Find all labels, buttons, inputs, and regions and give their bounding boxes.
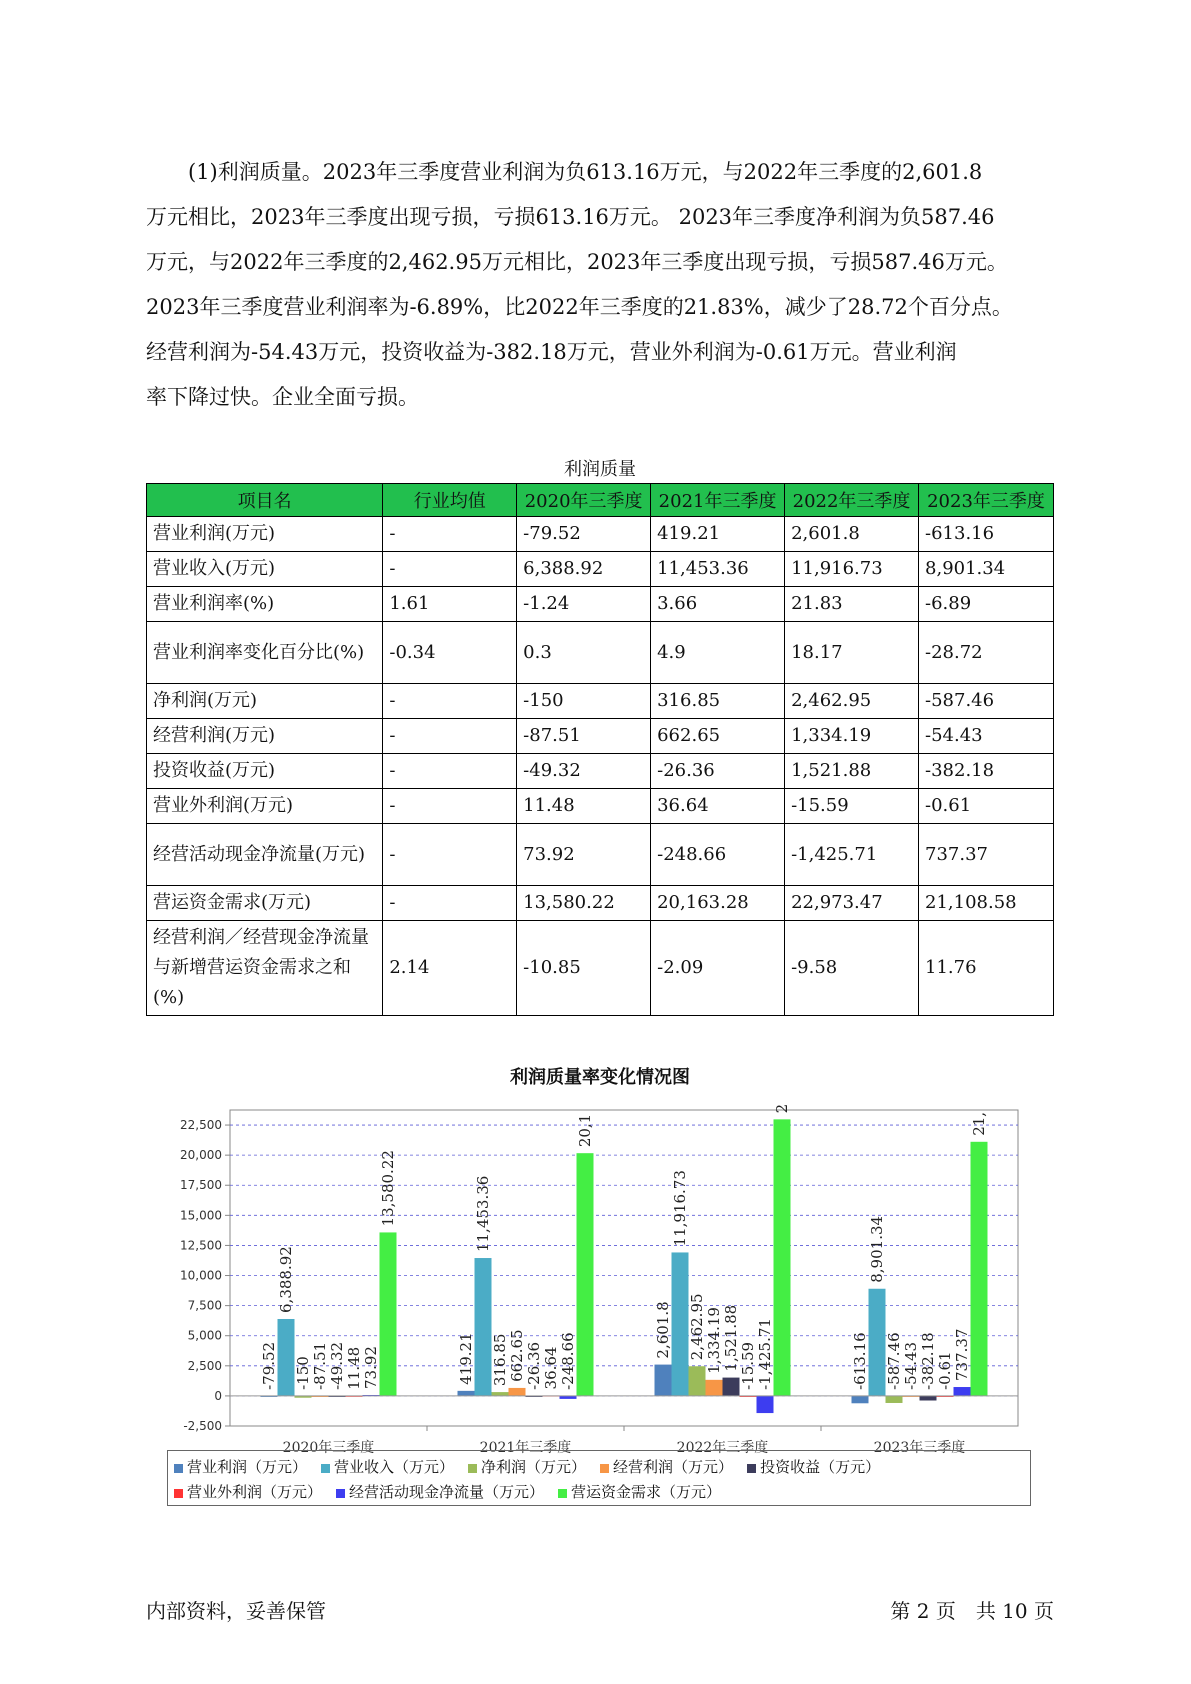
x-category-label: 2020年三季度	[282, 1440, 375, 1456]
value-cell: -0.34	[383, 622, 517, 684]
bar	[509, 1388, 526, 1396]
legend-swatch	[336, 1489, 345, 1498]
y-tick-label: 5,000	[187, 1328, 222, 1343]
paragraph-line: 率下降过快。企业全面亏损。	[146, 385, 419, 409]
bar	[278, 1319, 295, 1396]
value-cell: 21,108.58	[919, 886, 1054, 921]
data-label: 1,521.88	[722, 1304, 740, 1372]
value-cell: -10.85	[517, 921, 651, 1016]
value-cell: -	[383, 517, 517, 552]
row-label-cell: 营业利润率(%)	[147, 587, 383, 622]
paragraph-line: 经营利润为-54.43万元，投资收益为-382.18万元，营业外利润为-0.61万元。营业利润	[146, 340, 957, 364]
legend-item	[321, 1456, 454, 1477]
value-cell: 8,901.34	[919, 552, 1054, 587]
paragraph-line: 万元，与2022年三季度的2,462.95万元相比，2023年三季度出现亏损，亏损587.46万元。	[146, 250, 1008, 274]
data-label: 419.21	[457, 1332, 475, 1385]
legend-swatch	[174, 1489, 183, 1498]
data-label: 2,462.95	[688, 1293, 706, 1361]
value-cell: -49.32	[517, 754, 651, 789]
value-cell: -28.72	[919, 622, 1054, 684]
data-label: -1,425.71	[756, 1318, 774, 1390]
value-cell: -	[383, 719, 517, 754]
bar	[492, 1392, 509, 1396]
value-cell: 2,462.95	[785, 684, 919, 719]
data-label: 2	[773, 1103, 791, 1114]
bar	[577, 1153, 594, 1396]
bar	[380, 1232, 397, 1395]
legend-swatch	[468, 1464, 477, 1473]
data-label: 737.37	[953, 1328, 971, 1382]
legend-swatch	[558, 1489, 567, 1498]
data-label: 36.64	[542, 1346, 560, 1390]
data-label: -0.61	[936, 1351, 954, 1390]
value-cell: -	[383, 552, 517, 587]
bar	[774, 1119, 791, 1396]
x-category-label: 2021年三季度	[479, 1440, 572, 1456]
header-cell: 项目名	[147, 484, 383, 517]
legend-swatch	[321, 1464, 330, 1473]
bar	[723, 1378, 740, 1396]
chart-legend	[167, 1450, 1031, 1506]
paragraph-line: (1)利润质量。2023年三季度营业利润为负613.16万元，与2022年三季度的2,601.8	[146, 160, 983, 184]
value-cell: 11,916.73	[785, 552, 919, 587]
bar	[886, 1396, 903, 1403]
value-cell: 36.64	[651, 789, 785, 824]
bar	[852, 1396, 869, 1403]
value-cell: 20,163.28	[651, 886, 785, 921]
data-label: 20,1	[576, 1113, 594, 1148]
value-cell: 11,453.36	[651, 552, 785, 587]
y-tick-label: 20,000	[180, 1148, 222, 1163]
bar	[458, 1391, 475, 1396]
value-cell: -1.24	[517, 587, 651, 622]
legend-item	[174, 1481, 322, 1502]
legend-row	[174, 1481, 735, 1502]
value-cell: -87.51	[517, 719, 651, 754]
data-label: 8,901.34	[868, 1215, 886, 1283]
value-cell: 0.3	[517, 622, 651, 684]
header-cell: 行业均值	[383, 484, 517, 517]
value-cell: 6,388.92	[517, 552, 651, 587]
data-label: 13,580.22	[379, 1150, 397, 1227]
bar	[689, 1366, 706, 1396]
data-label: -248.66	[559, 1332, 577, 1390]
value-cell: -6.89	[919, 587, 1054, 622]
value-cell: -587.46	[919, 684, 1054, 719]
legend-label: 经营活动现金净流量（万元）	[349, 1483, 545, 1501]
value-cell: -613.16	[919, 517, 1054, 552]
header-cell: 2020年三季度	[517, 484, 651, 517]
row-label-cell: 经营活动现金净流量(万元)	[147, 824, 383, 886]
data-label: -79.52	[260, 1341, 278, 1390]
y-tick-label: -2,500	[183, 1419, 222, 1433]
bar	[475, 1258, 492, 1396]
value-cell: -	[383, 789, 517, 824]
legend-item	[747, 1456, 880, 1477]
data-label: -613.16	[851, 1332, 869, 1390]
data-label: 11,916.73	[671, 1170, 689, 1247]
value-cell: 3.66	[651, 587, 785, 622]
value-cell: 419.21	[651, 517, 785, 552]
row-label-cell: 经营利润(万元)	[147, 719, 383, 754]
y-tick-label: 15,000	[180, 1208, 222, 1223]
value-cell: 13,580.22	[517, 886, 651, 921]
data-label: 2,601.8	[654, 1301, 672, 1359]
value-cell: -150	[517, 684, 651, 719]
legend-swatch	[174, 1464, 183, 1473]
bar	[706, 1380, 723, 1396]
legend-label: 营业利润（万元）	[187, 1458, 308, 1476]
paragraph-line: 2023年三季度营业利润率为-6.89%，比2022年三季度的21.83%，减少了28.72个百分点。	[146, 295, 1013, 319]
data-label: 1,334.19	[705, 1307, 723, 1374]
value-cell: 4.9	[651, 622, 785, 684]
y-tick-label: 0	[214, 1388, 222, 1403]
legend-label: 营业收入（万元）	[334, 1458, 455, 1476]
table-caption: 利润质量	[564, 459, 636, 480]
paragraph-line: 万元相比，2023年三季度出现亏损，亏损613.16万元。 2023年三季度净利润为负587.46	[146, 205, 995, 229]
bar	[672, 1252, 689, 1395]
legend-swatch	[600, 1464, 609, 1473]
data-label: 21,	[970, 1111, 988, 1136]
value-cell: -54.43	[919, 719, 1054, 754]
value-cell: 18.17	[785, 622, 919, 684]
value-cell: -9.58	[785, 921, 919, 1016]
row-label-cell: 净利润(万元)	[147, 684, 383, 719]
y-tick-label: 10,000	[180, 1268, 222, 1283]
value-cell: 1.61	[383, 587, 517, 622]
y-tick-label: 2,500	[187, 1358, 222, 1373]
y-tick-label: 12,500	[180, 1238, 222, 1253]
data-label: 6,388.92	[277, 1246, 295, 1313]
bar	[954, 1387, 971, 1396]
row-label-cell: 营业利润(万元)	[147, 517, 383, 552]
legend-item	[174, 1456, 307, 1477]
value-cell: -	[383, 824, 517, 886]
value-cell: 11.48	[517, 789, 651, 824]
legend-label: 营业外利润（万元）	[187, 1483, 323, 1501]
bar	[920, 1396, 937, 1401]
value-cell: 22,973.47	[785, 886, 919, 921]
bar	[971, 1142, 988, 1396]
value-cell: 1,521.88	[785, 754, 919, 789]
row-label-cell: 投资收益(万元)	[147, 754, 383, 789]
footer-page-number: 第 2 页 共 10 页	[890, 1599, 1054, 1623]
y-tick-label: 17,500	[180, 1178, 222, 1193]
data-label: 316.85	[491, 1333, 509, 1387]
value-cell: -0.61	[919, 789, 1054, 824]
value-cell: 316.85	[651, 684, 785, 719]
x-category-label: 2023年三季度	[873, 1440, 966, 1456]
value-cell: -	[383, 754, 517, 789]
legend-label: 经营利润（万元）	[613, 1458, 734, 1476]
data-label: 11,453.36	[474, 1175, 492, 1253]
chart-title: 利润质量率变化情况图	[510, 1067, 690, 1088]
legend-label: 营运资金需求（万元）	[571, 1483, 722, 1501]
value-cell: -248.66	[651, 824, 785, 886]
value-cell: 2,601.8	[785, 517, 919, 552]
legend-item	[558, 1481, 721, 1502]
value-cell: 737.37	[919, 824, 1054, 886]
row-label-cell: 营运资金需求(万元)	[147, 886, 383, 921]
bar	[757, 1396, 774, 1413]
value-cell: 662.65	[651, 719, 785, 754]
header-cell: 2022年三季度	[785, 484, 919, 517]
value-cell: -26.36	[651, 754, 785, 789]
legend-label: 净利润（万元）	[481, 1458, 587, 1476]
row-label-cell: 经营利润／经营现金净流量与新增营运资金需求之和(%)	[147, 921, 383, 1016]
value-cell: -1,425.71	[785, 824, 919, 886]
value-cell: -	[383, 684, 517, 719]
x-category-label: 2022年三季度	[676, 1440, 769, 1456]
value-cell: 21.83	[785, 587, 919, 622]
legend-label: 投资收益（万元）	[760, 1458, 881, 1476]
value-cell: -15.59	[785, 789, 919, 824]
data-label: -587.46	[885, 1332, 903, 1390]
data-label: 11.48	[345, 1346, 363, 1390]
data-label: 662.65	[508, 1329, 526, 1382]
footer-confidential: 内部资料，妥善保管	[146, 1599, 326, 1623]
y-tick-label: 22,500	[180, 1118, 222, 1133]
row-label-cell: 营业收入(万元)	[147, 552, 383, 587]
value-cell: -79.52	[517, 517, 651, 552]
row-label-cell: 营业利润率变化百分比(%)	[147, 622, 383, 684]
data-label: -15.59	[739, 1341, 757, 1390]
bar	[655, 1365, 672, 1396]
legend-item	[600, 1456, 733, 1477]
data-label: -49.32	[328, 1341, 346, 1390]
value-cell: 11.76	[919, 921, 1054, 1016]
value-cell: 73.92	[517, 824, 651, 886]
data-label: -26.36	[525, 1341, 543, 1390]
legend-item	[336, 1481, 544, 1502]
data-label: 73.92	[362, 1346, 380, 1390]
data-label: -54.43	[902, 1341, 920, 1390]
y-tick-label: 7,500	[187, 1298, 222, 1313]
value-cell: 1,334.19	[785, 719, 919, 754]
value-cell: -382.18	[919, 754, 1054, 789]
value-cell: -2.09	[651, 921, 785, 1016]
legend-item	[468, 1456, 586, 1477]
data-label: -150	[294, 1356, 312, 1390]
bar	[869, 1289, 886, 1396]
value-cell: 2.14	[383, 921, 517, 1016]
data-label: -87.51	[311, 1341, 329, 1390]
header-cell: 2021年三季度	[651, 484, 785, 517]
value-cell: -	[383, 886, 517, 921]
data-label: -382.18	[919, 1332, 937, 1390]
legend-swatch	[747, 1464, 756, 1473]
legend-row	[174, 1456, 894, 1477]
row-label-cell: 营业外利润(万元)	[147, 789, 383, 824]
header-cell: 2023年三季度	[919, 484, 1054, 517]
